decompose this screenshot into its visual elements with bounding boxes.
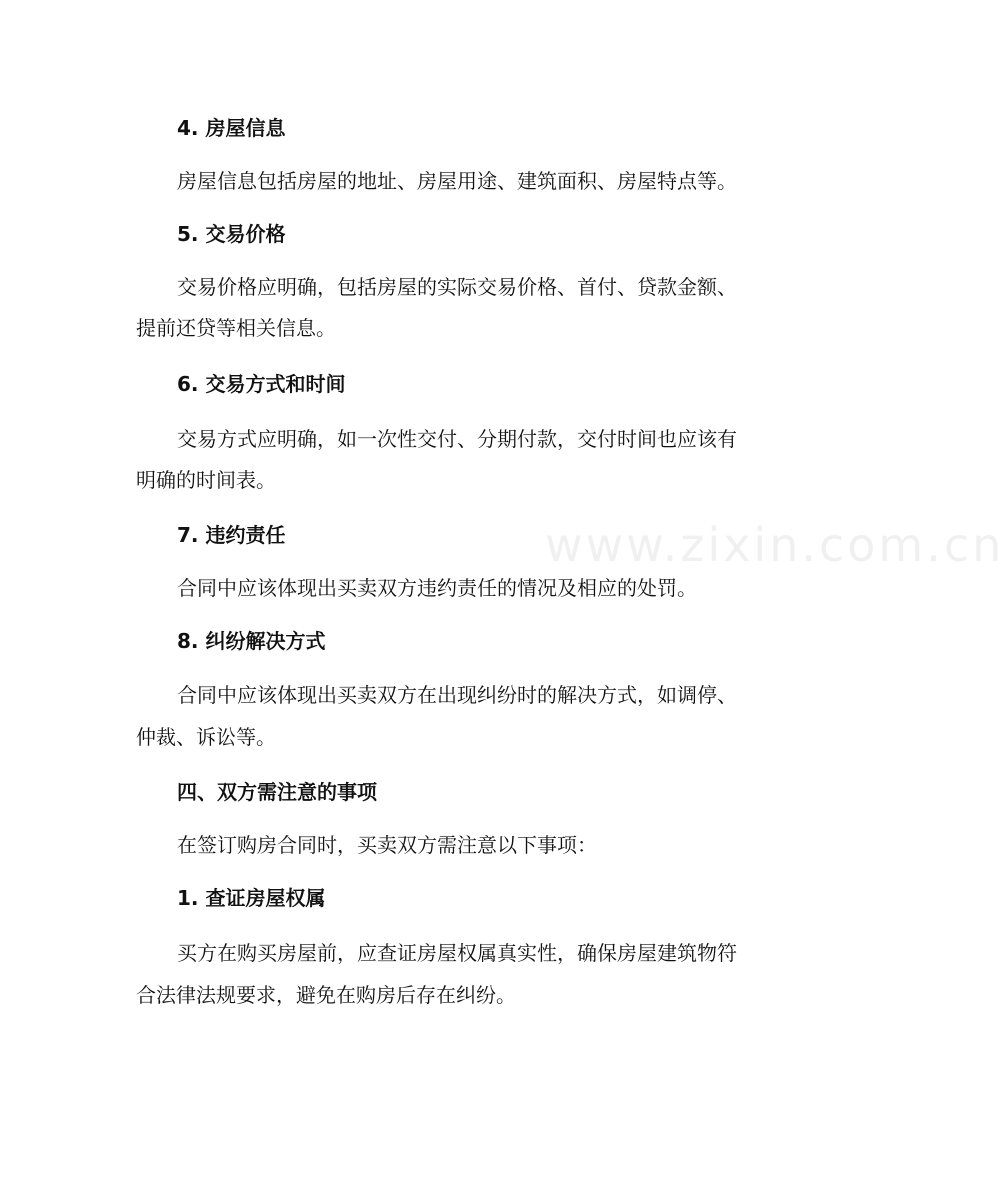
section-5-paragraph-line-1: 交易价格应明确，包括房屋的实际交易价格、首付、贷款金额、 [177,275,737,299]
section-4-paragraph-line-1: 房屋信息包括房屋的地址、房屋用途、建筑面积、房屋特点等。 [177,169,737,193]
section-6-paragraph-line-1: 交易方式应明确，如一次性交付、分期付款，交付时间也应该有 [177,427,737,451]
section-5-paragraph-line-2: 提前还贷等相关信息。 [136,316,336,340]
section-4-heading: 4. 房屋信息 [177,116,286,140]
watermark: www.zixin.com.cn [545,518,1004,572]
item-1-heading: 1. 查证房屋权属 [177,886,326,910]
section-6-paragraph-line-2: 明确的时间表。 [136,468,276,492]
part-4-heading: 四、双方需注意的事项 [177,780,377,804]
section-7-paragraph-line-1: 合同中应该体现出买卖双方违约责任的情况及相应的处罚。 [177,576,697,600]
section-8-paragraph-line-2: 仲裁、诉讼等。 [136,725,276,749]
part-4-paragraph-line-1: 在签订购房合同时，买卖双方需注意以下事项： [177,833,597,857]
item-1-paragraph-line-1: 买方在购买房屋前，应查证房屋权属真实性，确保房屋建筑物符 [177,941,737,965]
section-5-heading: 5. 交易价格 [177,222,286,246]
section-7-heading: 7. 违约责任 [177,523,286,547]
section-6-heading: 6. 交易方式和时间 [177,372,346,396]
item-1-paragraph-line-2: 合法律法规要求，避免在购房后存在纠纷。 [136,983,516,1007]
section-8-heading: 8. 纠纷解决方式 [177,629,326,653]
section-8-paragraph-line-1: 合同中应该体现出买卖双方在出现纠纷时的解决方式，如调停、 [177,683,737,707]
